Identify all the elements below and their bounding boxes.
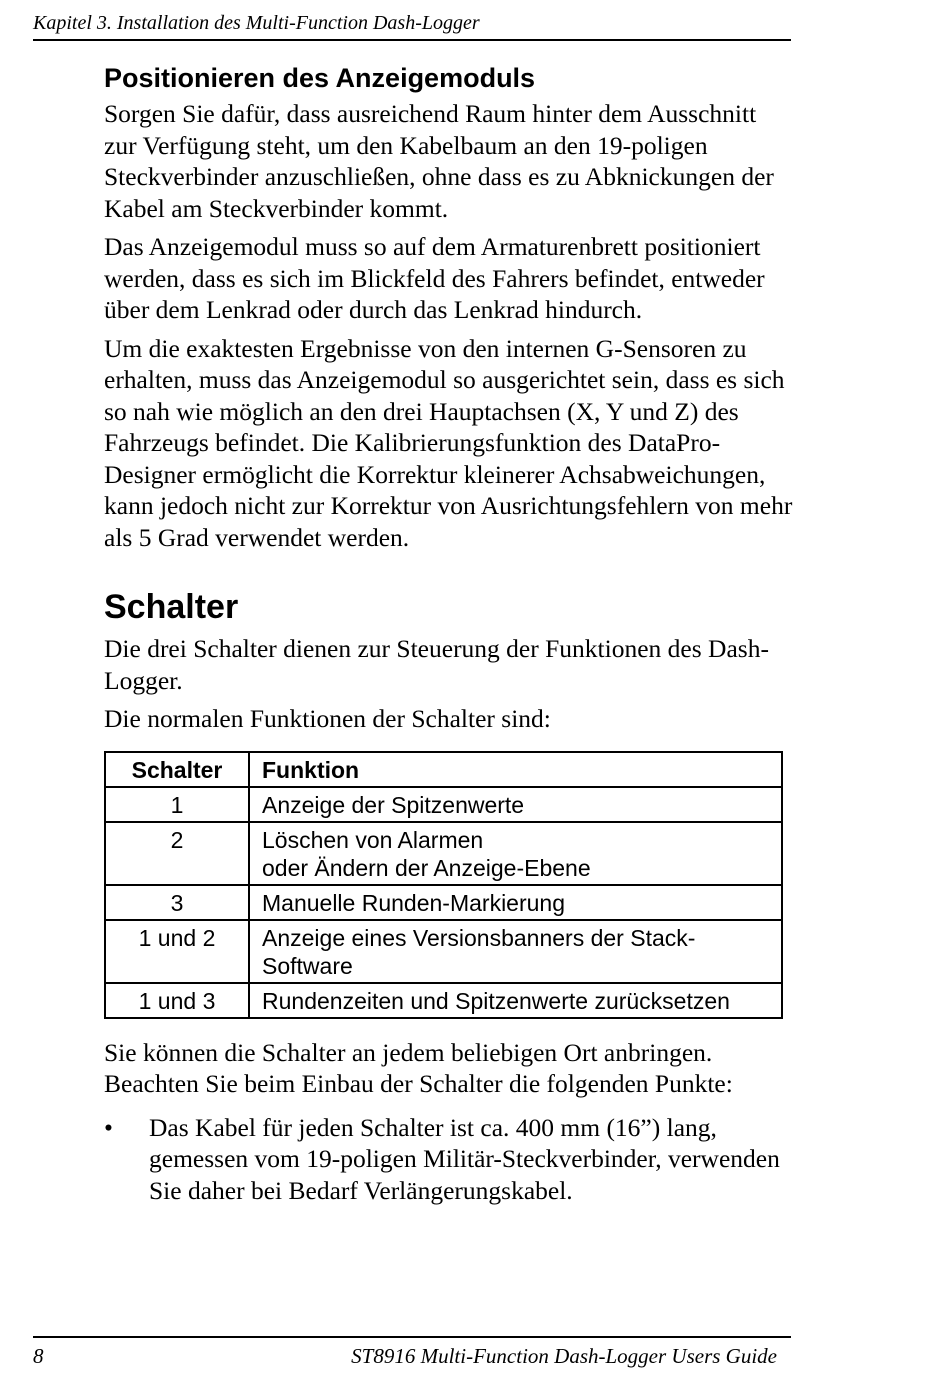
table-row <box>105 983 782 1018</box>
bullet-symbol: • <box>104 1112 113 1142</box>
function-line: Löschen von Alarmen <box>262 826 484 853</box>
function-cell <box>249 787 782 822</box>
running-head: Kapitel 3. Installation des Multi-Function Dash-Logger <box>33 10 791 41</box>
paragraph: Die drei Schalter dienen zur Steuerung der Funktionen des Dash-Logger. <box>104 634 769 695</box>
table-row <box>105 920 782 983</box>
paragraph: Die normalen Funktionen der Schalter sind: <box>104 704 551 733</box>
table-header-row <box>105 752 782 787</box>
function-line: Manuelle Runden-Markierung <box>262 889 565 916</box>
function-cell <box>249 983 782 1018</box>
switch-function-table <box>104 751 783 1019</box>
function-line: Anzeige der Spitzenwerte <box>262 791 525 818</box>
page-number: 8 <box>33 1344 44 1368</box>
switch-cell: 1 und 2 <box>105 920 249 983</box>
paragraph: Sorgen Sie dafür, dass ausreichend Raum hinter dem Ausschnitt zur Verfügung steht, um den Kabelbaum an den 19-poligen Steckverbinder anzuschließen, ohne dass es zu Abknickungen der Kabel am Steckverbinder kommt. <box>104 99 774 223</box>
function-cell <box>249 822 782 885</box>
function-line: Anzeige eines Versionsbanners der Stack- <box>262 924 696 951</box>
section-heading-positioning: Positionieren des Anzeigemoduls <box>104 63 536 93</box>
page-footer <box>33 1336 791 1369</box>
section-heading-switches: Schalter <box>104 588 239 626</box>
bullet-text: Das Kabel für jeden Schalter ist ca. 400 mm (16”) lang, gemessen vom 19-poligen Militär-Steckverbinder, verwenden Sie daher bei Bedarf Verlängerungskabel. <box>149 1112 780 1205</box>
page-content <box>104 56 794 1206</box>
paragraph: Um die exaktesten Ergebnisse von den internen G-Sensoren zu erhalten, muss das Anzeigemodul so ausgerichtet sein, dass es sich so nah wie möglich an den drei Hauptachsen (X, Y und Z) des Fahrzeugs befindet. Die Kalibrierungsfunktion des DataPro-Designer ermöglicht die Korrektur kleinerer Achsabweichungen, kann jedoch nicht zur Korrektur von Ausrichtungsfehlern von mehr als 5 Grad verwendet werden. <box>104 333 793 552</box>
table-row <box>105 885 782 920</box>
document-title: ST8916 Multi-Function Dash-Logger Users Guide <box>351 1344 777 1368</box>
switch-cell: 1 und 3 <box>105 983 249 1018</box>
function-cell <box>249 885 782 920</box>
table-row <box>105 787 782 822</box>
column-header-function: Funktion <box>249 752 782 787</box>
function-line: oder Ändern der Anzeige-Ebene <box>262 854 591 881</box>
function-cell <box>249 920 782 983</box>
table-row <box>105 822 782 885</box>
bullet-item <box>104 1112 794 1207</box>
switch-cell: 3 <box>105 885 249 920</box>
column-header-switch: Schalter <box>105 752 249 787</box>
switch-cell: 1 <box>105 787 249 822</box>
function-line: Rundenzeiten und Spitzenwerte zurücksetzen <box>262 987 730 1014</box>
paragraph: Das Anzeigemodul muss so auf dem Armaturenbrett positioniert werden, dass es sich im Blickfeld des Fahrers befindet, entweder über dem Lenkrad oder durch das Lenkrad hindurch. <box>104 232 765 324</box>
paragraph: Sie können die Schalter an jedem beliebigen Ort anbringen. Beachten Sie beim Einbau der Schalter die folgenden Punkte: <box>104 1037 733 1098</box>
switch-cell: 2 <box>105 822 249 885</box>
function-line: Software <box>262 952 353 979</box>
